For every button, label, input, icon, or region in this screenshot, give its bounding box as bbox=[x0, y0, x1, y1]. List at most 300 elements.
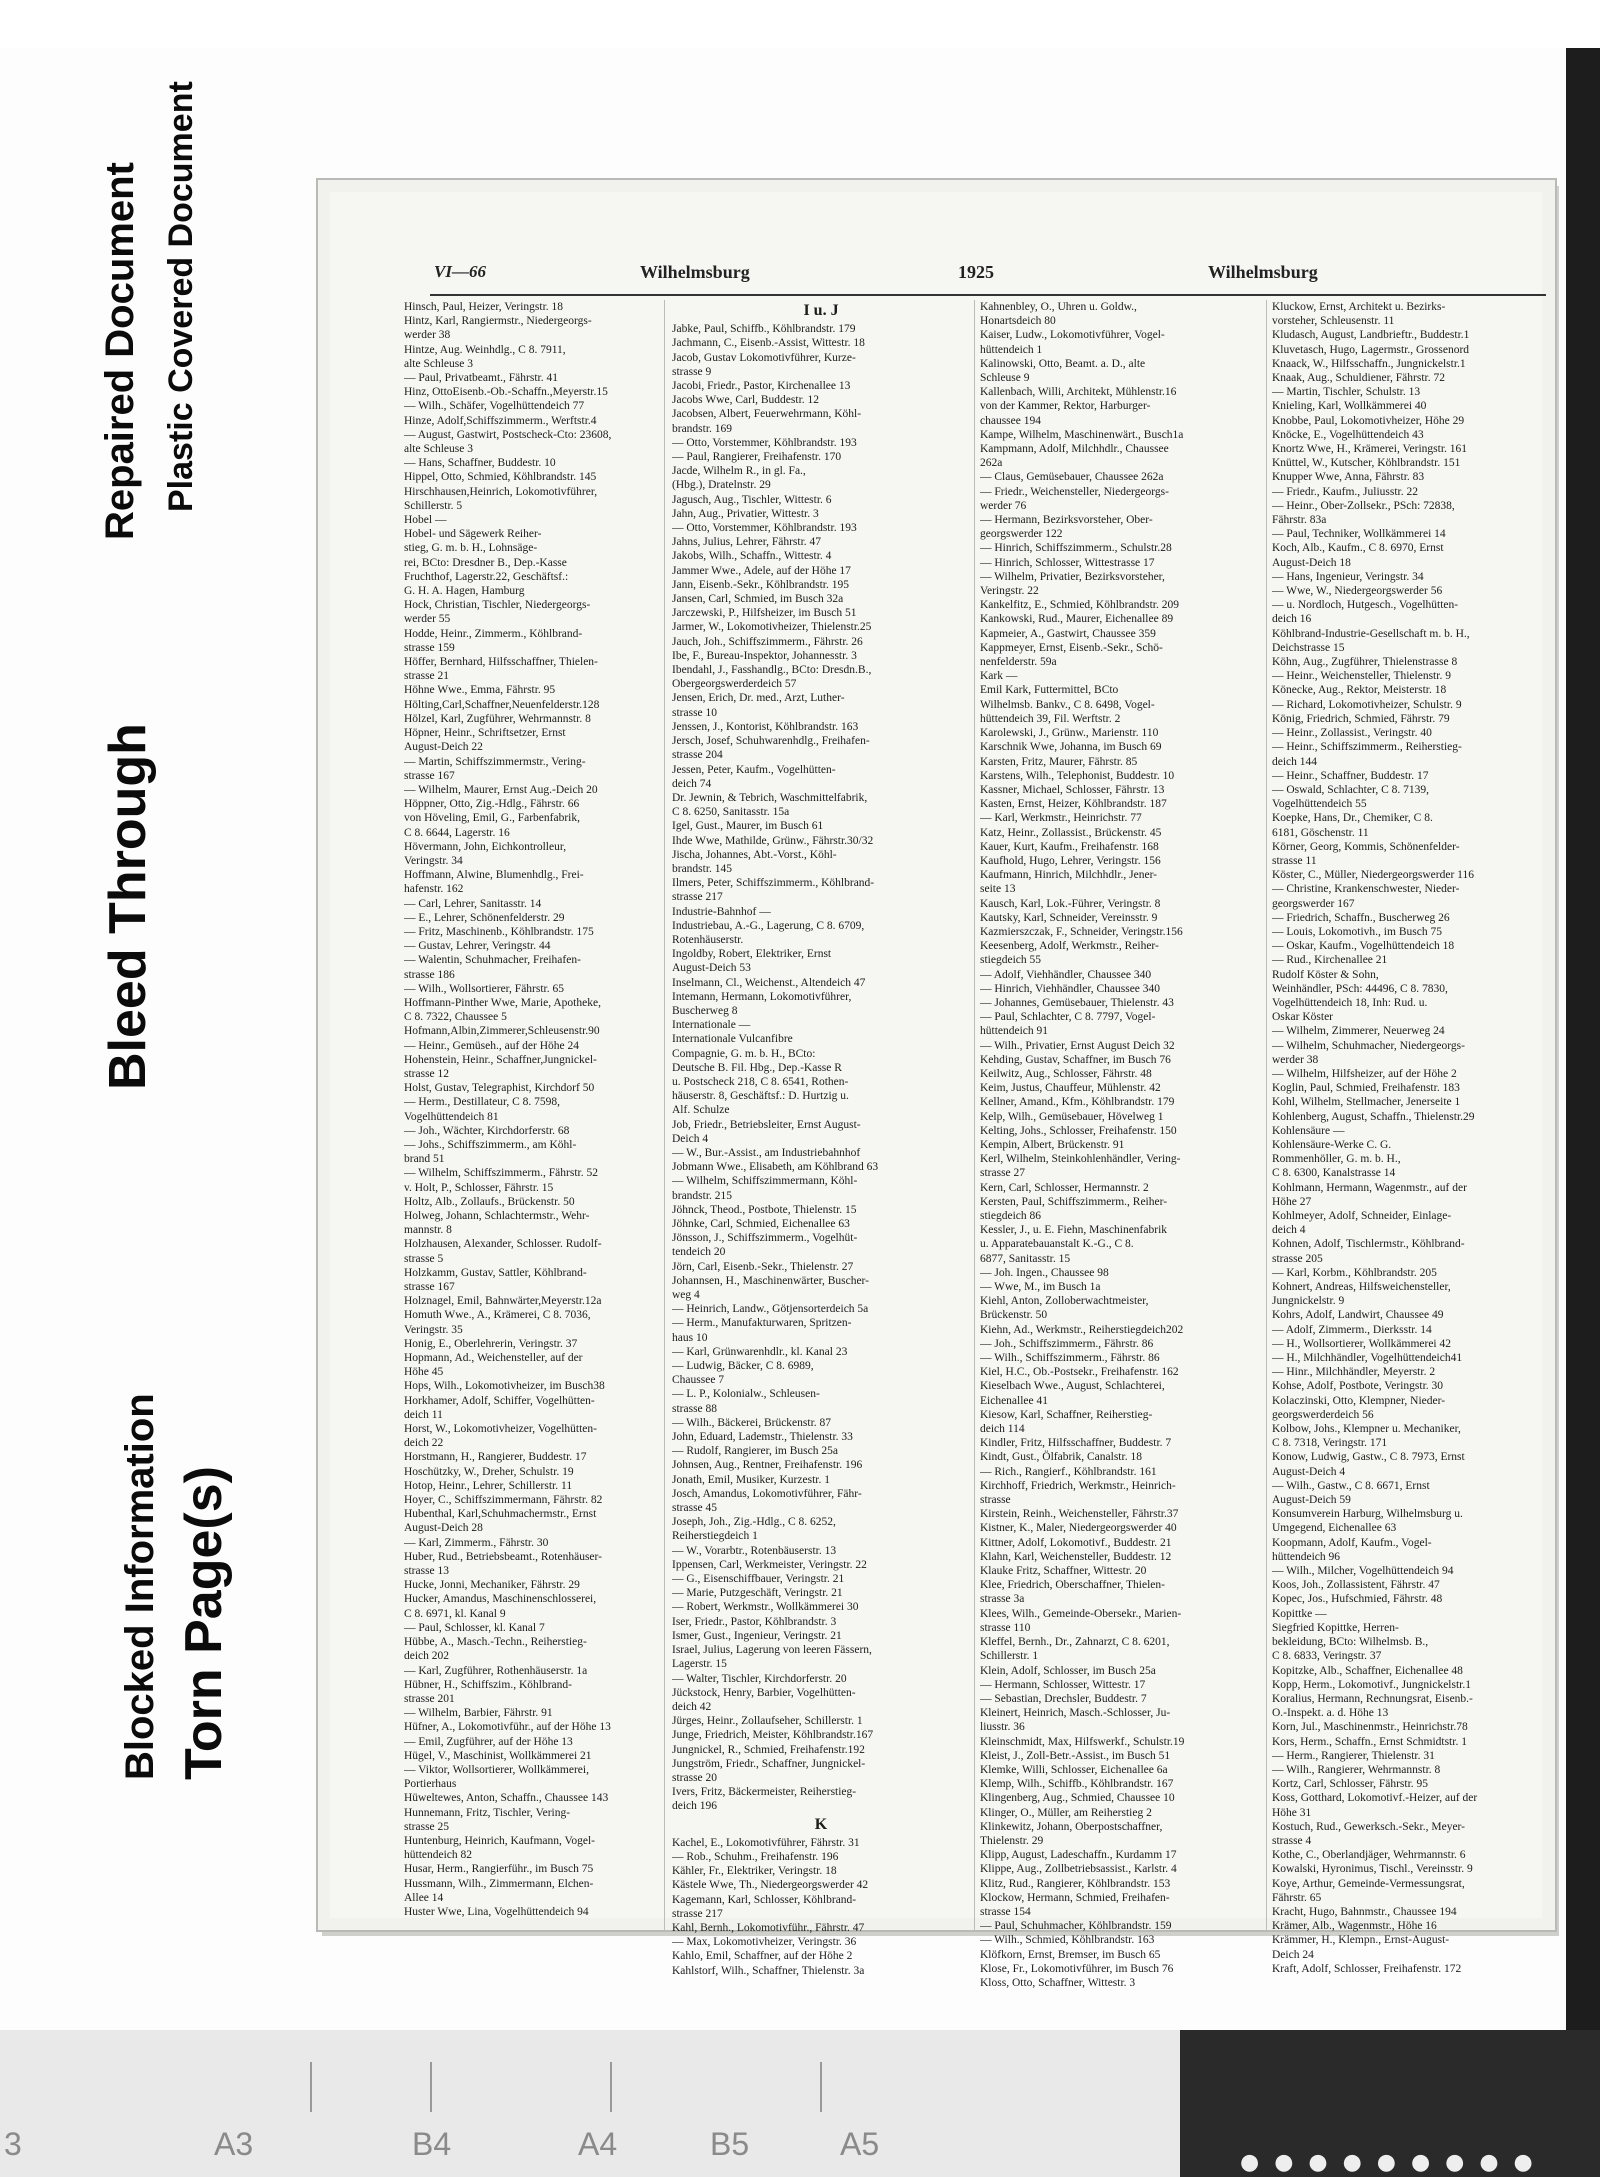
directory-entry: Jann, Eisenb.-Sekr., Köhlbrandstr. 195 bbox=[672, 578, 849, 591]
directory-entry: Konow, Ludwig, Gastw., C 8. 7973, Ernst bbox=[1272, 1451, 1465, 1464]
directory-entry: Kersten, Paul, Schiffszimmerm., Reiher- bbox=[980, 1195, 1168, 1208]
directory-entry: Holst, Gustav, Telegraphist, Kirchdorf 50 bbox=[404, 1082, 595, 1095]
directory-entry: Krämmer, H., Klempn., Ernst-August- bbox=[1272, 1934, 1450, 1947]
directory-entry: deich 196 bbox=[672, 1800, 718, 1813]
directory-entry: deich 4 bbox=[1272, 1224, 1306, 1237]
directory-entry: strasse 21 bbox=[404, 670, 450, 683]
directory-entry: brand 51 bbox=[404, 1153, 445, 1166]
directory-entry: strasse 10 bbox=[672, 706, 718, 719]
directory-entry: Hüfner, A., Lokomotivführ., auf der Höhe 13 bbox=[404, 1721, 611, 1734]
directory-entry: Ingoldby, Robert, Elektriker, Ernst bbox=[672, 948, 832, 961]
directory-entry: — Martin, Tischler, Schulstr. 13 bbox=[1272, 386, 1421, 399]
directory-entry: — Hinrich, Schiffszimmerm., Schulstr.28 bbox=[980, 542, 1172, 555]
directory-entry: Jarmer, W., Lokomotivheizer, Thielenstr.25 bbox=[672, 621, 872, 634]
directory-entry: deich 11 bbox=[404, 1408, 443, 1421]
directory-column-2 bbox=[672, 300, 970, 1990]
directory-entry: deich 144 bbox=[1272, 755, 1318, 768]
directory-entry: Kortz, Carl, Schlosser, Fährstr. 95 bbox=[1272, 1778, 1429, 1791]
directory-entry: deich 42 bbox=[672, 1700, 712, 1713]
directory-entry: — Friedr., Kaufm., Juliusstr. 22 bbox=[1272, 485, 1418, 498]
directory-entry: Hoffmann-Pinther Wwe, Marie, Apotheke, bbox=[404, 996, 601, 1009]
directory-entry: Reiherstiegdeich 1 bbox=[672, 1530, 758, 1543]
directory-entry: Kahnenbley, O., Uhren u. Goldw., bbox=[980, 301, 1137, 313]
directory-entry: Kahl, Bernh., Lokomotivführ., Fährstr. 47 bbox=[672, 1921, 865, 1934]
directory-entry: Igel, Gust., Maurer, im Busch 61 bbox=[672, 820, 824, 833]
directory-entry: Klein, Adolf, Schlosser, im Busch 25a bbox=[980, 1664, 1156, 1677]
directory-entry: Hölting,Carl,Schaffner,Neuenfelderstr.128 bbox=[404, 698, 600, 711]
directory-entry: Eichenallee 41 bbox=[980, 1394, 1049, 1407]
directory-entry: Fährstr. 83a bbox=[1272, 514, 1327, 527]
directory-entry: König, Friedrich, Schmied, Fährstr. 79 bbox=[1272, 712, 1450, 725]
directory-entry: — Marie, Putzgeschäft, Veringstr. 21 bbox=[672, 1587, 843, 1600]
directory-entry: Jabke, Paul, Schiffb., Köhlbrandstr. 179 bbox=[672, 323, 856, 336]
directory-entry: strasse 154 bbox=[980, 1905, 1031, 1918]
directory-entry: Kaufmann, Hinrich, Milchhdlr., Jener- bbox=[980, 869, 1158, 882]
directory-entry: Knaak, Aug., Schuldiener, Fährstr. 72 bbox=[1272, 372, 1445, 385]
directory-entry: — Paul, Techniker, Wollkämmerei 14 bbox=[1272, 528, 1446, 541]
directory-entry: vorsteher, Schleusenstr. 11 bbox=[1272, 315, 1395, 328]
directory-entry: Vogelhüttendeich 18, Inh: Rud. u. bbox=[1272, 996, 1428, 1009]
directory-entry: strasse 5 bbox=[404, 1252, 444, 1265]
header-city-right: Wilhelmsburg bbox=[1208, 262, 1318, 282]
directory-entry: — Max, Lokomotivheizer, Veringstr. 36 bbox=[672, 1936, 857, 1949]
directory-entry: Kiesow, Karl, Schaffner, Reiherstieg- bbox=[980, 1408, 1153, 1421]
directory-entry: August-Deich 59 bbox=[1272, 1494, 1351, 1507]
directory-entry: 6877, Sanitasstr. 15 bbox=[980, 1252, 1071, 1265]
directory-entry: Jarczewski, P., Hilfsheizer, im Busch 51 bbox=[672, 607, 857, 620]
directory-entry: Jammer Wwe., Adele, auf der Höhe 17 bbox=[672, 564, 851, 577]
directory-entry: — Rob., Schuhm., Freihafenstr. 196 bbox=[672, 1850, 839, 1863]
directory-entry: Hintz, Karl, Rangiermstr., Niedergeorgs- bbox=[404, 315, 592, 328]
directory-entry: — Herm., Manufakturwaren, Spritzen- bbox=[672, 1317, 852, 1330]
directory-entry: Ippensen, Carl, Werkmeister, Veringstr. 22 bbox=[672, 1558, 867, 1571]
directory-entry: Kehding, Gustav, Schaffner, im Busch 76 bbox=[980, 1053, 1171, 1066]
directory-entry: August-Deich 18 bbox=[1272, 556, 1351, 569]
directory-entry: Jönsson, J., Schiffszimmerm., Vogelhüt- bbox=[672, 1232, 858, 1245]
directory-entry: brandstr. 145 bbox=[672, 862, 733, 875]
directory-entry: Korn, Jul., Maschinenmstr., Heinrichstr.78 bbox=[1272, 1721, 1468, 1734]
directory-entry: Koss, Gotthard, Lokomotivf.-Heizer, auf der bbox=[1272, 1792, 1478, 1805]
directory-entry: John, Eduard, Lademstr., Thielenstr. 33 bbox=[672, 1431, 853, 1444]
directory-entry: Chaussee 7 bbox=[672, 1374, 725, 1387]
directory-entry: Veringstr. 22 bbox=[980, 585, 1039, 598]
directory-entry: Knortz Wwe, H., Krämerei, Veringstr. 161 bbox=[1272, 443, 1468, 456]
directory-entry: C 8. 6250, Sanitasstr. 15a bbox=[672, 806, 790, 819]
directory-entry: C 8. 6644, Lagerstr. 16 bbox=[404, 826, 510, 839]
directory-entry: brandstr. 169 bbox=[672, 422, 733, 435]
directory-entry: C 8. 6833, Veringstr. 37 bbox=[1272, 1650, 1382, 1663]
directory-entry: Klöfkorn, Ernst, Bremser, im Busch 65 bbox=[980, 1948, 1161, 1961]
directory-entry: Homuth Wwe., A., Krämerei, C 8. 7036, bbox=[404, 1309, 591, 1322]
directory-entry: Kiehl, Anton, Zolloberwachtmeister, bbox=[980, 1295, 1149, 1308]
directory-entry: Kostuch, Rud., Gewerksch.-Sekr., Meyer- bbox=[1272, 1820, 1465, 1833]
directory-entry: Kohlenberg, August, Schaffn., Thielenstr.29 bbox=[1272, 1110, 1475, 1123]
directory-entry: strasse 167 bbox=[404, 1281, 455, 1294]
directory-entry: Knobbe, Paul, Lokomotivheizer, Höhe 29 bbox=[1272, 414, 1465, 427]
directory-entry: — G., Eisenschiffbauer, Veringstr. 21 bbox=[672, 1573, 845, 1586]
directory-entry: Ivers, Fritz, Bäckermeister, Reiherstieg- bbox=[672, 1786, 857, 1799]
directory-entry: Honartsdeich 80 bbox=[980, 315, 1056, 328]
directory-entry: Karschnik Wwe, Johanna, im Busch 69 bbox=[980, 741, 1162, 754]
directory-entry: Hoschützky, W., Dreher, Schulstr. 19 bbox=[404, 1465, 574, 1478]
directory-entry: — Wilhelm, Schuhmacher, Niedergeorgs- bbox=[1272, 1039, 1465, 1052]
directory-entry: strasse 27 bbox=[980, 1167, 1026, 1180]
directory-entry: Junge, Friedrich, Meister, Köhlbrandstr.167 bbox=[672, 1729, 874, 1742]
directory-entry: C 8. 7322, Chaussee 5 bbox=[404, 1011, 507, 1024]
directory-entry: Kelp, Wilh., Gemüsebauer, Hövelweg 1 bbox=[980, 1110, 1164, 1123]
directory-entry: Kasten, Ernst, Heizer, Köhlbrandstr. 187 bbox=[980, 798, 1167, 811]
directory-entry: C 8. 6300, Kanalstrasse 14 bbox=[1272, 1167, 1396, 1180]
directory-entry: C 8. 6971, kl. Kanal 9 bbox=[404, 1607, 506, 1620]
directory-entry: Klemp, Wilh., Schiffb., Köhlbrandstr. 167 bbox=[980, 1778, 1174, 1791]
directory-entry: — Wilhelm, Maurer, Ernst Aug.-Deich 20 bbox=[404, 783, 598, 796]
directory-entry: strasse 45 bbox=[672, 1502, 718, 1515]
directory-entry: hüttendeich 39, Fil. Werftstr. 2 bbox=[980, 712, 1121, 725]
directory-entry: Kirstein, Reinh., Weichensteller, Fährstr.37 bbox=[980, 1508, 1179, 1521]
directory-entry: — Sebastian, Drechsler, Buddestr. 7 bbox=[980, 1692, 1147, 1705]
directory-entry: strasse 201 bbox=[404, 1692, 455, 1705]
directory-entry: strasse 204 bbox=[672, 749, 723, 762]
directory-entry: Keilwitz, Aug., Schlosser, Fährstr. 48 bbox=[980, 1067, 1152, 1080]
directory-entry: — Christine, Krankenschwester, Nieder- bbox=[1272, 883, 1460, 896]
directory-entry: Kauer, Kurt, Kaufm., Freihafenstr. 168 bbox=[980, 840, 1159, 853]
directory-entry: Deutsche B. Fil. Hbg., Dep.-Kasse R bbox=[672, 1061, 842, 1074]
directory-entry: Hobel — bbox=[404, 514, 447, 527]
directory-entry: Höppner, Otto, Zig.-Hdlg., Fährstr. 66 bbox=[404, 798, 580, 811]
directory-entry: — Karl, Zugführer, Rothenhäuserstr. 1a bbox=[404, 1664, 588, 1677]
directory-entry: Jungström, Friedr., Schaffner, Jungnickel- bbox=[672, 1757, 866, 1770]
directory-entry: Klippe, Aug., Zollbetriebsassist., Karlstr. 4 bbox=[980, 1863, 1177, 1876]
directory-entry: — August, Gastwirt, Postscheck-Cto: 23608, bbox=[404, 428, 612, 441]
directory-entry: — Otto, Vorstemmer, Köhlbrandstr. 193 bbox=[672, 522, 857, 535]
directory-entry: Hinz, OttoEisenb.-Ob.-Schaffn.,Meyerstr.15 bbox=[404, 386, 608, 399]
header-city-left: Wilhelmsburg bbox=[640, 262, 750, 282]
directory-entry: Kampmann, Adolf, Milchhdlr., Chaussee bbox=[980, 443, 1169, 456]
directory-entry: Kerl, Wilhelm, Steinkohlenhändler, Vering- bbox=[980, 1153, 1181, 1166]
directory-entry: Kolbow, Johs., Klempner u. Mechaniker, bbox=[1272, 1423, 1461, 1436]
directory-entry: Hussmann, Wilh., Zimmermann, Elchen- bbox=[404, 1877, 594, 1890]
directory-entry: Hübbe, A., Masch.-Techn., Reiherstieg- bbox=[404, 1636, 587, 1649]
directory-entry: Kaufhold, Hugo, Lehrer, Veringstr. 156 bbox=[980, 854, 1161, 867]
directory-entry: Jauch, Joh., Schiffszimmerm., Fährstr. 26 bbox=[672, 635, 863, 648]
directory-entry: deich 114 bbox=[980, 1423, 1025, 1436]
directory-entry: strasse 167 bbox=[404, 769, 455, 782]
directory-entry: Kassner, Michael, Schlosser, Fährstr. 13 bbox=[980, 783, 1165, 796]
ruler-tick bbox=[820, 2062, 822, 2112]
directory-entry: Holzhausen, Alexander, Schlosser. Rudolf- bbox=[404, 1238, 602, 1251]
directory-entry: Brückenstr. 50 bbox=[980, 1309, 1048, 1322]
directory-entry: — W., Bur.-Assist., am Industriebahnhof bbox=[672, 1146, 861, 1159]
header-year: 1925 bbox=[958, 262, 994, 282]
directory-entry: Jonath, Emil, Musiker, Kurzestr. 1 bbox=[672, 1473, 830, 1486]
directory-entry: Schillerstr. 1 bbox=[980, 1650, 1039, 1663]
directory-entry: — Wilh., Schiffszimmerm., Fährstr. 86 bbox=[980, 1352, 1160, 1365]
directory-entry: Kloss, Otto, Schaffner, Wittestr. 3 bbox=[980, 1976, 1136, 1989]
directory-entry: Jenssen, J., Kontorist, Köhlbrandstr. 163 bbox=[672, 720, 859, 733]
directory-entry: Klemke, Willi, Schlosser, Eichenallee 6a bbox=[980, 1763, 1168, 1776]
directory-entry: August-Deich 22 bbox=[404, 741, 483, 754]
directory-entry: Hövermann, John, Eichkontrolleur, bbox=[404, 840, 567, 853]
directory-entry: — Paul, Privatbeamt., Fährstr. 41 bbox=[404, 372, 558, 385]
directory-entry: Kirchhoff, Friedrich, Werkmstr., Heinrich- bbox=[980, 1479, 1176, 1492]
directory-entry: Jacobi, Friedr., Pastor, Kirchenallee 13 bbox=[672, 380, 851, 393]
directory-entry: Job, Friedr., Betriebsleiter, Ernst August- bbox=[672, 1118, 861, 1131]
directory-entry: Kopec, Jos., Hufschmied, Fährstr. 48 bbox=[1272, 1593, 1443, 1606]
directory-entry: Oskar Köster bbox=[1272, 1011, 1333, 1024]
directory-entry: — Walentin, Schuhmacher, Freihafen- bbox=[404, 954, 581, 967]
directory-entry: Kausch, Karl, Lok.-Führer, Veringstr. 8 bbox=[980, 897, 1161, 910]
directory-entry: strasse 205 bbox=[1272, 1252, 1323, 1265]
directory-entry: Höffer, Bernhard, Hilfsschaffner, Thielen- bbox=[404, 656, 598, 669]
directory-entry: hüttendeich 96 bbox=[1272, 1550, 1341, 1563]
ruler-tick bbox=[310, 2062, 312, 2112]
directory-entry: Keesenberg, Adolf, Werkmstr., Reiher- bbox=[980, 940, 1159, 953]
directory-column-3 bbox=[980, 300, 1262, 1990]
directory-entry: Hubenthal, Karl,Schuhmachermstr., Ernst bbox=[404, 1508, 597, 1521]
directory-entry: — Hans, Schaffner, Buddestr. 10 bbox=[404, 457, 556, 470]
directory-entry: Ihde Wwe, Mathilde, Grünw., Fährstr.30/32 bbox=[672, 834, 874, 847]
directory-entry: — Heinr., Ober-Zollsekr., PSch: 72838, bbox=[1272, 499, 1455, 512]
directory-entry: — u. Nordloch, Hutgesch., Vogelhütten- bbox=[1272, 599, 1459, 612]
marker: A5 bbox=[840, 2126, 880, 2162]
directory-entry: — Wwe, W., Niedergeorgswerder 56 bbox=[1272, 585, 1443, 598]
directory-entry: Iser, Friedr., Pastor, Köhlbrandstr. 3 bbox=[672, 1615, 837, 1628]
directory-entry: — Heinr., Schaffner, Buddestr. 17 bbox=[1272, 769, 1429, 782]
directory-entry: Horstmann, H., Rangierer, Buddestr. 17 bbox=[404, 1451, 587, 1464]
directory-entry: — Robert, Werkmstr., Wollkämmerei 30 bbox=[672, 1601, 859, 1614]
directory-entry: Kludasch, August, Landbrieftr., Buddestr.1 bbox=[1272, 329, 1470, 342]
directory-entry: Jersch, Josef, Schuhwarenhdlg., Freihafen- bbox=[672, 735, 870, 748]
directory-entry: Jacobsen, Albert, Feuerwehrmann, Köhl- bbox=[672, 408, 862, 421]
marker: B5 bbox=[710, 2126, 750, 2162]
directory-entry: — Heinr., Schiffszimmerm., Reiherstieg- bbox=[1272, 741, 1462, 754]
column-rule bbox=[974, 300, 975, 1930]
directory-entry: — Adolf, Viehhändler, Chaussee 340 bbox=[980, 968, 1152, 981]
directory-entry: Krämer, Alb., Wagenmstr., Höhe 16 bbox=[1272, 1920, 1437, 1933]
directory-entry: — Karl, Korbm., Köhlbrandstr. 205 bbox=[1272, 1266, 1437, 1279]
directory-entry: Jobmann Wwe., Elisabeth, am Köhlbrand 63 bbox=[672, 1161, 879, 1174]
directory-entry: — Herm., Destillateur, C 8. 7598, bbox=[404, 1096, 561, 1109]
directory-entry: August-Deich 53 bbox=[672, 962, 751, 975]
directory-entry: Siegfried Kopittke, Herren- bbox=[1272, 1621, 1399, 1634]
directory-entry: — Wilh., Wollsortierer, Fährstr. 65 bbox=[404, 982, 564, 995]
directory-entry: Kahlstorf, Wilh., Schaffner, Thielenstr. 3a bbox=[672, 1964, 865, 1977]
directory-entry: Hunnemann, Fritz, Tischler, Vering- bbox=[404, 1806, 571, 1819]
directory-entry: Kors, Herm., Schaffn., Ernst Schmidtstr. 1 bbox=[1272, 1735, 1467, 1748]
directory-entry: — Wilh., Milcher, Vogelhüttendeich 94 bbox=[1272, 1565, 1454, 1578]
directory-entry: — Heinrich, Landw., Götjensorterdeich 5a bbox=[672, 1303, 869, 1316]
directory-entry: Kautsky, Karl, Schneider, Vereinsstr. 9 bbox=[980, 911, 1158, 924]
directory-entry: Kopp, Herm., Lokomotivf., Jungnickelstr.1 bbox=[1272, 1678, 1471, 1691]
directory-entry: Horst, W., Lokomotivheizer, Vogelhütten- bbox=[404, 1423, 597, 1436]
directory-entry: strasse 186 bbox=[404, 968, 455, 981]
directory-entry: Joseph, Joh., Zig.-Hdlg., C 8. 6252, bbox=[672, 1516, 836, 1529]
directory-entry: Hoyer, C., Schiffszimmermann, Fährstr. 82 bbox=[404, 1494, 603, 1507]
label-plastic-covered-document: Plastic Covered Document bbox=[162, 81, 200, 512]
directory-entry: Emil Kark, Futtermittel, BCto bbox=[980, 684, 1119, 697]
directory-entry: — Wilhelm, Privatier, Bezirksvorsteher, bbox=[980, 570, 1165, 583]
directory-entry: Hüweltewes, Anton, Schaffn., Chaussee 143 bbox=[404, 1792, 609, 1805]
directory-entry: Koye, Arthur, Gemeinde-Vermessungsrat, bbox=[1272, 1877, 1465, 1890]
directory-entry: Karolewski, J., Grünw., Marienstr. 110 bbox=[980, 727, 1159, 740]
directory-entry: Höhne Wwe., Emma, Fährstr. 95 bbox=[404, 684, 556, 697]
directory-entry: Köster, C., Müller, Niedergeorgswerder 116 bbox=[1272, 869, 1474, 882]
directory-entry: Kark — bbox=[980, 670, 1018, 683]
directory-entry: Hofmann,Albin,Zimmerer,Schleusenstr.90 bbox=[404, 1025, 600, 1038]
directory-entry: Hops, Wilh., Lokomotivheizer, im Busch38 bbox=[404, 1380, 605, 1393]
directory-entry: Josch, Amandus, Lokomotivführer, Fähr- bbox=[672, 1487, 862, 1500]
directory-entry: stiegdeich 86 bbox=[980, 1210, 1041, 1222]
label-torn-pages: Torn Page(s) bbox=[175, 1466, 233, 1780]
directory-entry: Höhe 27 bbox=[1272, 1195, 1312, 1208]
directory-entry: — Louis, Lokomotivh., im Busch 75 bbox=[1272, 925, 1442, 938]
directory-entry: Kleist, J., Zoll-Betr.-Assist., im Busch 51 bbox=[980, 1749, 1171, 1762]
directory-entry: u. Apparatebauanstalt K.-G., C 8. bbox=[980, 1238, 1134, 1251]
directory-entry: Jungnickel, R., Schmied, Freihafenstr.192 bbox=[672, 1743, 865, 1756]
directory-entry: strasse 11 bbox=[1272, 854, 1317, 867]
directory-entry: Höhe 45 bbox=[404, 1366, 444, 1379]
directory-entry: — Paul, Schlosser, kl. Kanal 7 bbox=[404, 1621, 545, 1634]
directory-entry: Kittner, Adolf, Lokomotivf., Buddestr. 21 bbox=[980, 1536, 1172, 1549]
directory-entry: deich 16 bbox=[1272, 613, 1312, 626]
directory-entry: — Herm., Rangierer, Thielenstr. 31 bbox=[1272, 1749, 1435, 1762]
directory-entry: mannstr. 8 bbox=[404, 1224, 452, 1237]
directory-entry: Jückstock, Henry, Barbier, Vogelhütten- bbox=[672, 1686, 856, 1699]
directory-entry: Alf. Schulze bbox=[672, 1104, 730, 1117]
ruler-tick bbox=[610, 2062, 612, 2112]
directory-entry: Jacobs Wwe, Carl, Buddestr. 12 bbox=[672, 394, 820, 407]
directory-entry: Kowalski, Hyronimus, Tischl., Vereinsstr. 9 bbox=[1272, 1863, 1473, 1876]
label-repaired-document: Repaired Document bbox=[98, 162, 142, 540]
column-rule bbox=[664, 300, 665, 1930]
directory-entry: Hotop, Heinr., Lehrer, Schillerstr. 11 bbox=[404, 1479, 573, 1492]
directory-entry: Jürges, Heinr., Zollaufseher, Schillerstr. 1 bbox=[672, 1715, 863, 1728]
directory-entry: — Wilhelm, Schiffszimmermann, Köhl- bbox=[672, 1175, 858, 1188]
column-rule bbox=[1266, 300, 1267, 1930]
directory-entry: Holweg, Johann, Schlachtermstr., Wehr- bbox=[404, 1210, 590, 1222]
directory-entry: georgswerder 167 bbox=[1272, 897, 1355, 910]
directory-entry: Hügel, V., Maschinist, Wollkämmerei 21 bbox=[404, 1749, 592, 1762]
directory-entry: — W., Vorarbtr., Rotenbäuserstr. 13 bbox=[672, 1544, 837, 1557]
directory-entry: Klitz, Rud., Rangierer, Köhlbrandstr. 153 bbox=[980, 1877, 1171, 1890]
directory-entry: strasse 159 bbox=[404, 641, 455, 654]
marker: 3 bbox=[4, 2126, 22, 2162]
directory-entry: Intemann, Hermann, Lokomotivführer, bbox=[672, 990, 852, 1003]
directory-entry: Johnsen, Aug., Rentner, Freihafenstr. 196 bbox=[672, 1459, 863, 1472]
directory-entry: Koepke, Hans, Dr., Chemiker, C 8. bbox=[1272, 812, 1433, 825]
directory-entry: strasse 13 bbox=[404, 1565, 450, 1578]
directory-entry: — Richard, Lokomotivheizer, Schulstr. 9 bbox=[1272, 698, 1462, 711]
directory-entry: von Höveling, Emil, G., Farbenfabrik, bbox=[404, 812, 580, 825]
directory-entry: u. Postscheck 218, C 8. 6541, Rothen- bbox=[672, 1075, 849, 1088]
directory-entry: August-Deich 4 bbox=[1272, 1465, 1346, 1478]
directory-entry: Kohlensäure-Werke C. G. bbox=[1272, 1138, 1392, 1151]
directory-entry: Hucke, Jonni, Mechaniker, Fährstr. 29 bbox=[404, 1579, 580, 1592]
directory-entry: Jöhnke, Carl, Schmied, Eichenallee 63 bbox=[672, 1218, 850, 1230]
marker: A3 bbox=[214, 2126, 254, 2162]
directory-entry: Hohenstein, Heinr., Schaffner,Jungnickel- bbox=[404, 1053, 597, 1066]
directory-entry: — E., Lehrer, Schönenfelderstr. 29 bbox=[404, 911, 565, 924]
directory-entry: Holzkamm, Gustav, Sattler, Köhlbrand- bbox=[404, 1266, 587, 1279]
directory-entry: Knüttel, W., Kutscher, Köhlbrandstr. 151 bbox=[1272, 457, 1461, 470]
directory-entry: hüttendeich 91 bbox=[980, 1025, 1049, 1038]
directory-entry: werder 38 bbox=[404, 329, 451, 342]
directory-entry: werder 76 bbox=[980, 499, 1027, 512]
directory-entry: Kohrs, Adolf, Landwirt, Chaussee 49 bbox=[1272, 1309, 1444, 1322]
directory-entry: Kempin, Albert, Brückenstr. 91 bbox=[980, 1138, 1125, 1151]
directory-entry: Knöcke, E., Vogelhüttendeich 43 bbox=[1272, 428, 1424, 441]
directory-entry: Kankowski, Rud., Maurer, Eichenallee 89 bbox=[980, 613, 1174, 626]
directory-entry: Klahn, Karl, Weichensteller, Buddestr. 12 bbox=[980, 1550, 1172, 1563]
directory-entry: — Heinr., Gemüseh., auf der Höhe 24 bbox=[404, 1039, 580, 1052]
directory-entry: weg 4 bbox=[672, 1289, 700, 1302]
directory-entry: — Wilhelm, Barbier, Fährstr. 91 bbox=[404, 1707, 553, 1720]
directory-entry: Kaiser, Ludw., Lokomotivführer, Vogel- bbox=[980, 329, 1165, 342]
directory-entry: Kieselbach Wwe., August, Schlachterei, bbox=[980, 1380, 1165, 1393]
directory-entry: Höhe 31 bbox=[1272, 1806, 1312, 1819]
directory-entry: Kappmeyer, Ernst, Eisenb.-Sekr., Schö- bbox=[980, 641, 1163, 654]
directory-entry: Veringstr. 34 bbox=[404, 854, 463, 867]
directory-entry: — L. P., Kolonialw., Schleusen- bbox=[672, 1388, 820, 1401]
directory-entry: Kiel, H.C., Ob.-Postsekr., Freihafenstr. 162 bbox=[980, 1366, 1179, 1379]
directory-entry: Kohnen, Adolf, Tischlermstr., Köhlbrand- bbox=[1272, 1238, 1465, 1251]
directory-entry: Portierhaus bbox=[404, 1778, 457, 1791]
directory-entry: Industriebau, A.-G., Lagerung, C 8. 6709, bbox=[672, 919, 865, 932]
directory-entry: Rotenhäuserstr. bbox=[672, 933, 744, 946]
directory-entry: — Gustav, Lehrer, Veringstr. 44 bbox=[404, 940, 551, 953]
directory-entry: — Paul, Schlachter, C 8. 7797, Vogel- bbox=[980, 1011, 1156, 1024]
directory-entry: Hodde, Heinr., Zimmerm., Köhlbrand- bbox=[404, 627, 583, 640]
directory-entry: Koopmann, Adolf, Kaufm., Vogel- bbox=[1272, 1536, 1432, 1549]
directory-entry: Kindler, Fritz, Hilfsschaffner, Buddestr. 7 bbox=[980, 1437, 1172, 1450]
directory-entry: Kiehn, Ad., Werkmstr., Reiherstiegdeich202 bbox=[980, 1323, 1184, 1336]
directory-entry: strasse bbox=[980, 1494, 1011, 1507]
directory-entry: — Emil, Zugführer, auf der Höhe 13 bbox=[404, 1735, 573, 1748]
directory-entry: — Martin, Schiffszimmermstr., Vering- bbox=[404, 755, 586, 768]
directory-entry: G. H. A. Hagen, Hamburg bbox=[404, 585, 525, 598]
directory-entry: Kohlmeyer, Adolf, Schneider, Einlage- bbox=[1272, 1210, 1452, 1222]
directory-entry: Klingenberg, Aug., Schmied, Chaussee 10 bbox=[980, 1792, 1175, 1805]
marker: B4 bbox=[412, 2126, 452, 2162]
directory-entry: — Hinrich, Viehhändler, Chaussee 340 bbox=[980, 982, 1161, 995]
directory-entry: Ibe, F., Bureau-Inspektor, Johannesstr. 3 bbox=[672, 649, 857, 662]
directory-entry: Honig, E., Oberlehrerin, Veringstr. 37 bbox=[404, 1337, 578, 1350]
directory-entry: Hübner, H., Schiffszim., Köhlbrand- bbox=[404, 1678, 572, 1691]
directory-entry: Kalinowski, Otto, Beamt. a. D., alte bbox=[980, 357, 1146, 370]
directory-entry: Ismer, Gust., Ingenieur, Veringstr. 21 bbox=[672, 1629, 842, 1642]
directory-entry: strasse 110 bbox=[980, 1621, 1031, 1634]
directory-entry: Kohlensäure — bbox=[1272, 1124, 1345, 1137]
directory-entry: nenfelderstr. 59a bbox=[980, 656, 1057, 669]
directory-entry: Kohlmann, Hermann, Wagenmstr., auf der bbox=[1272, 1181, 1467, 1194]
header-rule bbox=[430, 294, 1546, 296]
directory-entry: — Wilhelm, Zimmerer, Neuerweg 24 bbox=[1272, 1025, 1445, 1038]
directory-entry: — Viktor, Wollsortierer, Wollkämmerei, bbox=[404, 1763, 589, 1776]
directory-entry: Kallenbach, Willi, Architekt, Mühlenstr.16 bbox=[980, 386, 1177, 399]
directory-entry: strasse 3a bbox=[980, 1593, 1025, 1606]
directory-entry: Internationale — bbox=[672, 1019, 751, 1032]
directory-entry: Schillerstr. 5 bbox=[404, 499, 463, 512]
directory-entry: Knaack, W., Hilfsschaffn., Jungnickelstr.1 bbox=[1272, 357, 1466, 370]
directory-entry: liusstr. 36 bbox=[980, 1721, 1025, 1734]
directory-entry: Huster Wwe, Lina, Vogelhüttendeich 94 bbox=[404, 1905, 589, 1918]
directory-entry: Weinhändler, PSch: 44496, C 8. 7830, bbox=[1272, 982, 1448, 995]
directory-entry: Knieling, Karl, Wollkämmerei 40 bbox=[1272, 400, 1427, 413]
directory-entry: — Hans, Ingenieur, Veringstr. 34 bbox=[1272, 570, 1424, 583]
directory-entry: Kistner, K., Maler, Niedergeorgswerder 40 bbox=[980, 1522, 1177, 1535]
directory-entry: Kästele Wwe, Th., Niedergeorgswerder 42 bbox=[672, 1879, 869, 1892]
directory-entry: Rommenhöller, G. m. b. H., bbox=[1272, 1153, 1401, 1166]
